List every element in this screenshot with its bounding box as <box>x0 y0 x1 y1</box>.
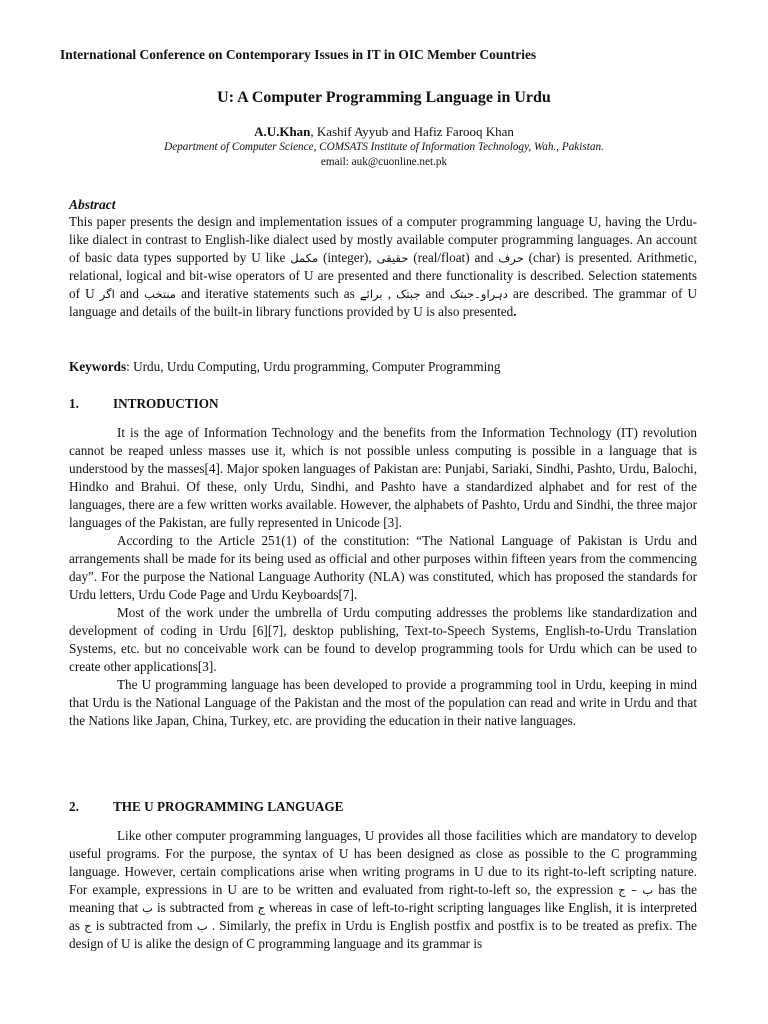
introduction-body <box>69 424 697 730</box>
urdu-select: منتخب <box>144 287 176 301</box>
paragraph-text: has the meaning that <box>69 882 697 915</box>
urdu-letter-b: ب <box>142 901 153 915</box>
author-line <box>0 124 768 140</box>
paragraph: According to the Article 251(1) of the constitution: “The National Language of Pakistan is Urdu and arrangements shall be made for its being used as official and other purposes within fifteen years from the commencing day”. For the purpose the National Language Authority (NLA) was constituted, which has proposed the standards for Urdu letters, Urdu Code Page and Urdu Keyboards[7]. <box>69 533 697 602</box>
urdu-letter-j: ج <box>84 919 92 933</box>
urdu-while: جبتک <box>396 287 421 301</box>
paragraph-text: whereas in case of left-to-right scripting languages like English, it is interpreted as <box>69 900 698 933</box>
urdu-char: حرف <box>498 251 524 265</box>
abstract-text: are described. The grammar of U language and details of the built-in library functions provided by U is also presented <box>69 286 697 319</box>
keywords-label: Keywords <box>69 359 127 374</box>
urdu-letter-b: ب <box>196 919 208 933</box>
urdu-expression: ب – ج <box>618 883 654 897</box>
paragraph-text: . Similarly, the prefix in Urdu is English postfix and postfix is to be treated as prefix. The design of U is alike the design of C programming language and its grammar is <box>69 918 697 951</box>
paragraph-text: is subtracted from <box>153 900 258 915</box>
urdu-if: اگر <box>99 287 115 301</box>
abstract-text: (integer), <box>318 250 377 265</box>
abstract-heading: Abstract <box>69 197 116 212</box>
paragraph: The U programming language has been developed to provide a programming tool in Urdu, keeping in mind that Urdu is the National Language of the Pakistan and the most of the population can read and write in Urdu and that the Nations like Japan, China, Turkey, etc. are providing the education in their native languages. <box>69 677 697 728</box>
paragraph: It is the age of Information Technology and the benefits from the Information Technology (IT) revolution cannot be reaped unless masses use it, which is not possible unless computing is possible in a language that is understood by the masses[4]. Major spoken languages of Pakistan are: Punjabi, Sariaki, Sindhi, Pashto, Urdu, Balochi, Hindko and Brahui. Of these, only Urdu, Sindhi, and Pashto have a standardized alphabet and for rest of the languages, there are a few written works available. However, the alphabets of Pashto, Urdu and Sindhi, the three major languages of the Pakistan, are fully represented in Unicode [3]. <box>69 425 697 530</box>
paragraph-text: is subtracted from <box>91 918 197 933</box>
section-number: 1. <box>69 396 79 411</box>
paper-title: U: A Computer Programming Language in Urdu <box>217 89 551 106</box>
abstract-text: , <box>382 286 397 301</box>
abstract-text: and iterative statements such as <box>175 286 360 301</box>
abstract-text: and <box>114 286 145 301</box>
urdu-real: حقیقی <box>376 251 409 265</box>
affiliation: Department of Computer Science, COMSATS Institute of Information Technology, Wah., Pakistan. <box>164 141 604 153</box>
first-author: A.U.Khan <box>254 124 311 139</box>
section-title: INTRODUCTION <box>113 396 219 411</box>
urdu-integer: مکمل <box>290 251 319 265</box>
urdu-for: برائے <box>359 287 383 301</box>
abstract-text: and <box>420 286 450 301</box>
paragraph <box>69 827 697 953</box>
section-1-heading <box>69 395 697 413</box>
section-2-body <box>69 827 697 953</box>
other-authors: , Kashif Ayyub and Hafiz Farooq Khan <box>310 124 514 139</box>
abstract-text: This paper presents the design and implementation issues of a computer programming language U, having the Urdu-like dialect in contrast to English-like dialect used by mostly available computer programming languages. An account of basic data types supported by U like <box>69 214 697 265</box>
keywords-line <box>69 358 697 376</box>
abstract-text: (char) is presented. Arithmetic, relational, logical and bit-wise operators of U are presented and there functionality is described. Selection statements of U <box>69 250 697 301</box>
urdu-letter-j: ج <box>257 901 266 915</box>
keywords-text: : Urdu, Urdu Computing, Urdu programming, Computer Programming <box>126 359 501 374</box>
abstract-body <box>69 213 697 321</box>
section-title: THE U PROGRAMMING LANGUAGE <box>113 799 344 814</box>
section-2-heading <box>69 798 697 816</box>
paragraph: Most of the work under the umbrella of Urdu computing addresses the problems like standardization and development of coding in Urdu [6][7], desktop publishing, Text-to-Speech Systems, English-to-Urdu Translation Systems, etc. but no conceivable work can be found to develop programming tools for Urdu which can be used to create other applications[3]. <box>69 605 697 674</box>
abstract-period: . <box>513 304 517 319</box>
abstract-text: (real/float) and <box>408 250 499 265</box>
urdu-dowhile: دہراو۔جبتک <box>449 287 508 301</box>
section-number: 2. <box>69 799 79 814</box>
conference-header: International Conference on Contemporary Issues in IT in OIC Member Countries <box>60 47 537 62</box>
paragraph-text: Like other computer programming languages, U provides all those facilities which are mandatory to develop useful programs. For the purpose, the syntax of U has been designed as close as possible to the C programming language. However, certain complications arise when writing programs in U due to its right-to-left scripting nature. For example, expressions in U are to be written and evaluated from right-to-left so, the expression <box>69 828 697 897</box>
email: email: auk@cuonline.net.pk <box>320 156 448 168</box>
